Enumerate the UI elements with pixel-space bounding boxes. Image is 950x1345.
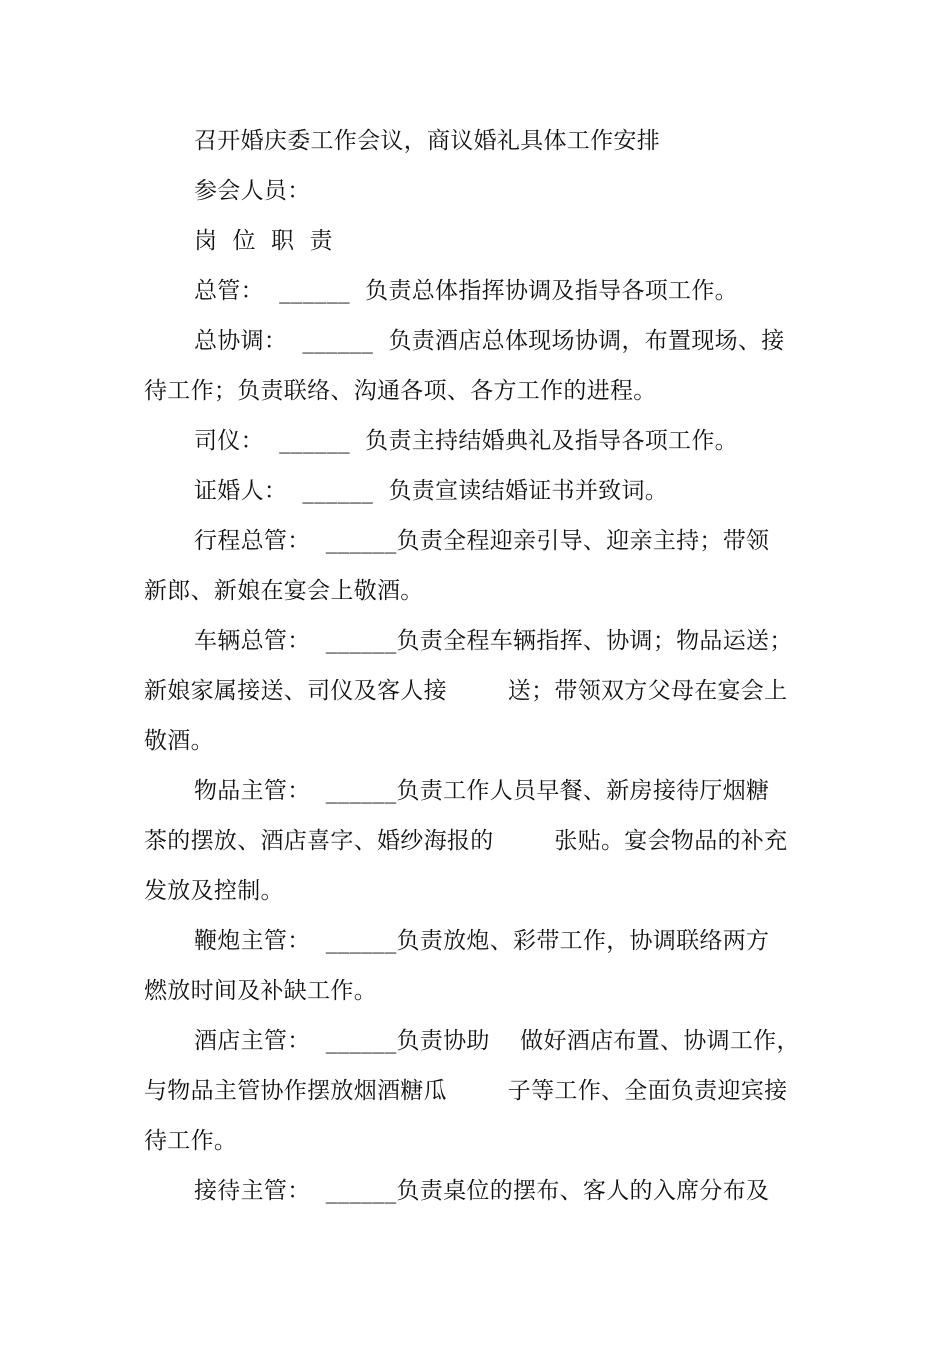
role-emcee: 司仪： ______ 负责主持结婚典礼及指导各项工作。 bbox=[194, 428, 738, 454]
role-general-manager: 总管： ______ 负责总体指挥协调及指导各项工作。 bbox=[194, 278, 738, 304]
role-itinerary-manager: 行程总管： ______负责全程迎亲引导、迎亲主持；带领 bbox=[194, 528, 770, 554]
duties-heading: 岗 位 职 责 bbox=[194, 228, 333, 254]
role-itinerary-manager-cont: 新郎、新娘在宴会上敬酒。 bbox=[144, 578, 424, 604]
attendees-label: 参会人员： bbox=[194, 178, 311, 204]
role-general-coordinator-cont: 待工作；负责联络、沟通各项、各方工作的进程。 bbox=[144, 378, 657, 404]
role-vehicle-manager-cont-1: 新娘家属接送、司仪及客人接 送；带领双方父母在宴会上 bbox=[144, 678, 788, 704]
role-hotel-manager-cont-2: 待工作。 bbox=[144, 1128, 238, 1154]
role-hotel-manager-cont-1: 与物品主管协作摆放烟酒糖瓜 子等工作、全面负责迎宾接 bbox=[144, 1078, 788, 1104]
role-vehicle-manager-cont-2: 敬酒。 bbox=[144, 728, 214, 754]
role-vehicle-manager: 车辆总管： ______负责全程车辆指挥、协调；物品运送； bbox=[194, 628, 793, 654]
role-hotel-manager: 酒店主管： ______负责协助 做好酒店布置、协调工作， bbox=[194, 1028, 800, 1054]
role-firecracker-manager: 鞭炮主管： ______负责放炮、彩带工作，协调联络两方 bbox=[194, 928, 770, 954]
role-supplies-manager: 物品主管： ______负责工作人员早餐、新房接待厅烟糖 bbox=[194, 778, 770, 804]
role-supplies-manager-cont-1: 茶的摆放、酒店喜字、婚纱海报的 张贴。宴会物品的补充 bbox=[144, 828, 788, 854]
role-supplies-manager-cont-2: 发放及控制。 bbox=[144, 878, 284, 904]
meeting-heading: 召开婚庆委工作会议，商议婚礼具体工作安排 bbox=[194, 128, 660, 154]
role-general-coordinator: 总协调： ______ 负责酒店总体现场协调，布置现场、接 bbox=[194, 328, 785, 354]
role-witness: 证婚人： ______ 负责宣读结婚证书并致词。 bbox=[194, 478, 669, 504]
role-reception-manager: 接待主管： ______负责桌位的摆布、客人的入席分布及 bbox=[194, 1178, 770, 1204]
role-firecracker-manager-cont: 燃放时间及补缺工作。 bbox=[144, 978, 377, 1004]
